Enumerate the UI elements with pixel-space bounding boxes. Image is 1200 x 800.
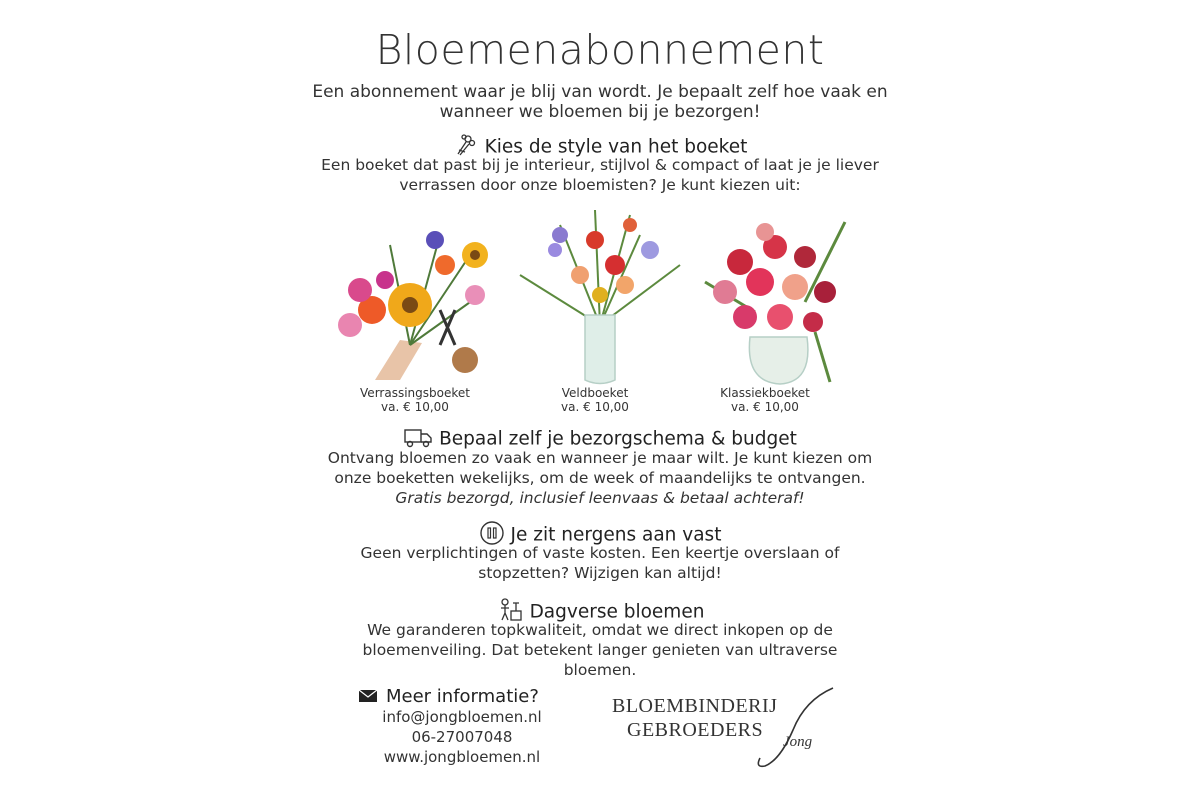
logo-script: Jong — [783, 734, 813, 750]
contact-heading — [358, 686, 539, 707]
logo-line1: BLOEMBINDERIJ — [612, 695, 778, 717]
bouquet-price: va. € 10,00 — [381, 400, 449, 414]
company-logo — [605, 680, 845, 770]
section-fresh-body: We garanderen topkwaliteit, omdat we direct inkopen op de bloemenveiling. Dat betekent langer genieten van ultraverse bloemen. — [362, 621, 838, 679]
bouquet-caption-klassiek — [685, 386, 845, 414]
section-style-heading-text: Kies de style van het boeket — [484, 136, 748, 158]
bouquet-price: va. € 10,00 — [561, 400, 629, 414]
section-schedule-heading-text: Bepaal zelf je bezorgschema & budget — [439, 428, 797, 450]
section-schedule-italic-wrap — [320, 488, 880, 508]
contact-heading-text: Meer informatie? — [386, 686, 539, 707]
intro-text: Een abonnement waar je blij van wordt. Je bepaalt zelf hoe vaak en wanneer we bloemen bij je bezorgen! — [312, 82, 888, 122]
bouquet-caption-verrassing — [335, 386, 495, 414]
bouquet-name: Verrassingsboeket — [360, 386, 470, 400]
bouquet-image-verrassing — [330, 215, 500, 380]
bouquet-image-veld — [500, 205, 700, 385]
section-schedule-body: Ontvang bloemen zo vaak en wanneer je maar wilt. Je kunt kiezen om onze boeketten wekelijks, om de week of maandelijks te ontvangen. — [327, 449, 873, 487]
section-fresh-heading-text: Dagverse bloemen — [529, 601, 705, 623]
logo-line2: GEBROEDERS — [627, 719, 764, 741]
bouquet-price: va. € 10,00 — [731, 400, 799, 414]
page-title: Bloemenabonnement — [375, 26, 825, 74]
section-commitment-heading-text: Je zit nergens aan vast — [510, 524, 722, 546]
bouquet-image-klassiek — [695, 212, 865, 387]
bouquet-name: Klassiekboeket — [720, 386, 810, 400]
contact-website[interactable]: www.jongbloemen.nl — [383, 748, 541, 766]
contact-email[interactable]: info@jongbloemen.nl — [382, 708, 542, 726]
section-schedule-italic: Gratis bezorgd, inclusief leenvaas & betaal achteraf! — [395, 489, 805, 507]
envelope-icon — [358, 688, 378, 707]
section-commitment-body: Geen verplichtingen of vaste kosten. Een keertje overslaan of stopzetten? Wijzigen kan altijd! — [360, 544, 840, 582]
bouquet-name: Veldboeket — [561, 386, 629, 400]
section-style-body: Een boeket dat past bij je interieur, stijlvol & compact of laat je je liever verrassen door onze bloemisten? Je kunt kiezen uit: — [321, 156, 879, 194]
bouquet-caption-veld — [515, 386, 675, 414]
contact-phone[interactable]: 06-27007048 — [411, 728, 513, 746]
